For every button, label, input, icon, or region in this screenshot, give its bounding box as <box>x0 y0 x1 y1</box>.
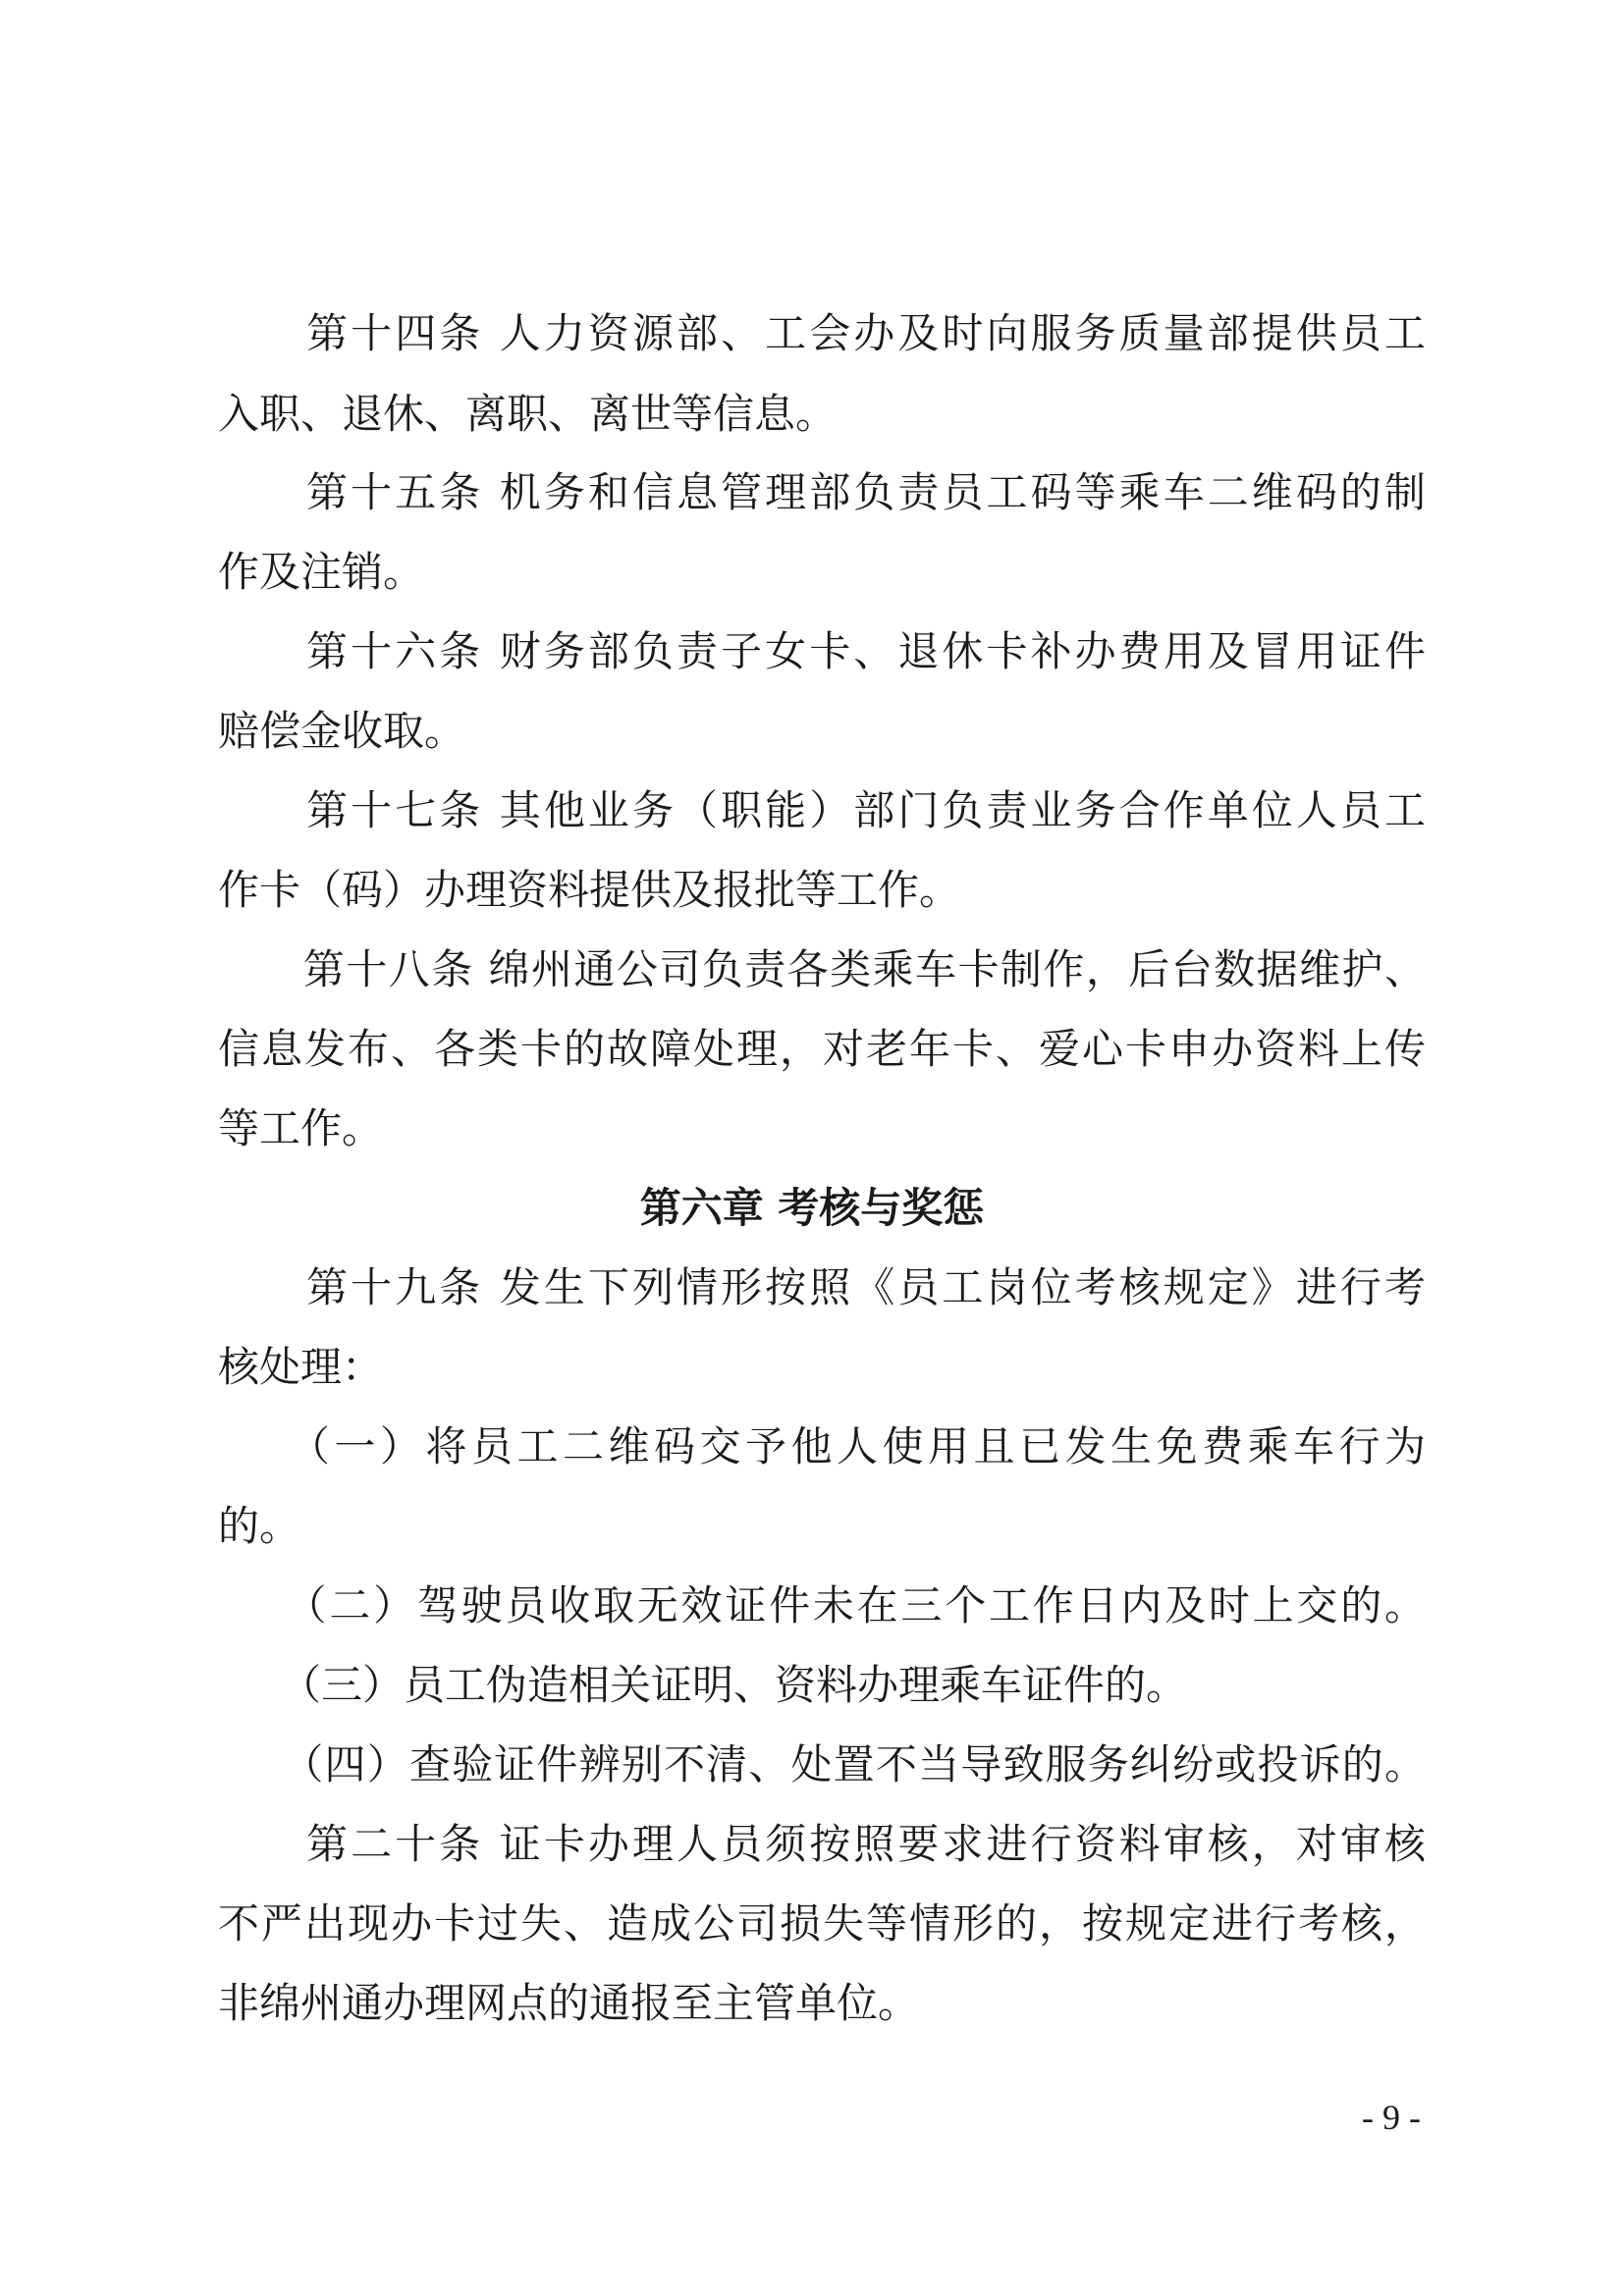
article-14-line-1: 第十四条 人力资源部、工会办及时向服务质量部提供员工 <box>218 309 1426 357</box>
item-1-line-1: （一）将员工二维码交予他人使用且已发生免费乘车行为 <box>218 1422 1426 1470</box>
article-17-line-2: 作卡（码）办理资料提供及报批等工作。 <box>218 866 961 914</box>
page-number: - 9 - <box>1362 2098 1421 2137</box>
article-14-line-2: 入职、退休、离职、离世等信息。 <box>218 390 838 438</box>
article-19-line-2: 核处理： <box>218 1343 384 1391</box>
article-20-line-3: 非绵州通办理网点的通报至主管单位。 <box>218 1979 920 2027</box>
article-15-line-1: 第十五条 机务和信息管理部负责员工码等乘车二维码的制 <box>218 468 1426 516</box>
item-2: （二）驾驶员收取无效证件未在三个工作日内及时上交的。 <box>218 1581 1426 1629</box>
article-20-line-2: 不严出现办卡过失、造成公司损失等情形的，按规定进行考核， <box>218 1899 1426 1948</box>
article-16-line-2: 赔偿金收取。 <box>218 707 466 755</box>
item-1-line-2: 的。 <box>218 1502 301 1550</box>
article-17-line-1: 第十七条 其他业务（职能）部门负责业务合作单位人员工 <box>218 786 1426 834</box>
article-15-line-2: 作及注销。 <box>218 548 425 596</box>
article-18-line-2: 信息发布、各类卡的故障处理，对老年卡、爱心卡申办资料上传 <box>218 1025 1426 1073</box>
article-18-line-3: 等工作。 <box>218 1104 384 1152</box>
item-4: （四）查验证件辨别不清、处置不当导致服务纠纷或投诉的。 <box>218 1740 1426 1789</box>
article-19-line-1: 第十九条 发生下列情形按照《员工岗位考核规定》进行考 <box>218 1263 1426 1311</box>
article-20-line-1: 第二十条 证卡办理人员须按照要求进行资料审核，对审核 <box>218 1820 1426 1868</box>
chapter-heading: 第六章 考核与奖惩 <box>639 1184 985 1232</box>
article-18-line-1: 第十八条 绵州通公司负责各类乘车卡制作，后台数据维护、 <box>218 945 1426 993</box>
item-3: （三）员工伪造相关证明、资料办理乘车证件的。 <box>218 1661 1188 1709</box>
article-16-line-1: 第十六条 财务部负责子女卡、退休卡补办费用及冒用证件 <box>218 627 1426 675</box>
